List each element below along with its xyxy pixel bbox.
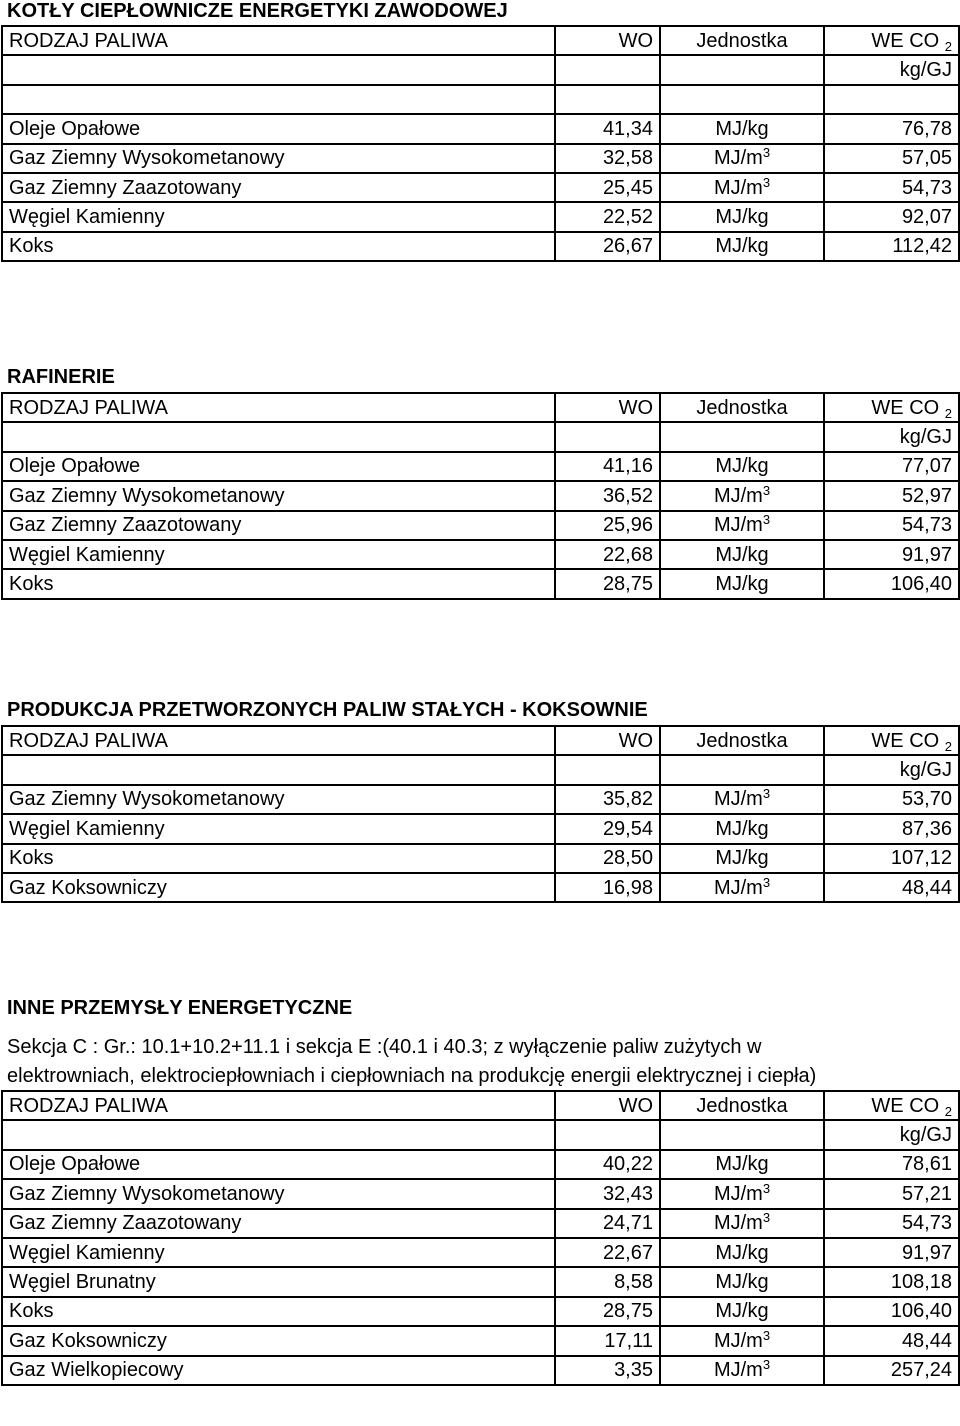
section-title-koksownie: PRODUKCJA PRZETWORZONYCH PALIW STAŁYCH - KOKSOWNIE [7, 699, 648, 721]
table-row [2, 1356, 959, 1385]
table-row [2, 1209, 959, 1238]
we-value: 48,44 [824, 1326, 959, 1355]
fuel-name: Gaz Ziemny Wysokometanowy [2, 785, 555, 814]
unit-base: MJ/kg [715, 117, 769, 140]
fuel-name: Węgiel Kamienny [2, 814, 555, 843]
header-wo: WO [555, 1091, 660, 1120]
section-note-line2: elektrowniach, elektrociepłowniach i ciepłowniach na produkcję energii elektrycznej i ciepła) [7, 1065, 817, 1087]
header-we-unit: kg/GJ [824, 755, 959, 784]
table-row [2, 540, 959, 569]
fuel-name: Koks [2, 232, 555, 261]
header-wo: WO [555, 26, 660, 55]
unit-base: MJ/m [713, 176, 763, 199]
wo-value: 17,11 [555, 1326, 660, 1355]
wo-value: 24,71 [555, 1209, 660, 1238]
unit-base: MJ/m [713, 147, 763, 170]
unit-base: MJ/kg [715, 206, 769, 229]
header-unit: Jednostka [660, 393, 824, 422]
unit-value [660, 202, 824, 231]
table-row [2, 569, 959, 598]
table-row [2, 1150, 959, 1179]
wo-value: 3,35 [555, 1356, 660, 1385]
unit-value [660, 1209, 824, 1238]
fuel-name: Koks [2, 569, 555, 598]
header-we-sub: 2 [944, 38, 952, 54]
header-we [824, 393, 959, 422]
header-wo: WO [555, 726, 660, 755]
header-we-sub: 2 [944, 1103, 952, 1119]
we-value: 52,97 [824, 481, 959, 510]
unit-value [660, 114, 824, 143]
table-row [2, 114, 959, 143]
header-we-sub: 2 [944, 738, 952, 754]
we-value: 77,07 [824, 452, 959, 481]
unit-sup: 3 [762, 482, 771, 498]
wo-value: 32,43 [555, 1179, 660, 1208]
table-row [2, 814, 959, 843]
unit-base: MJ/kg [715, 1241, 769, 1264]
unit-value [660, 173, 824, 202]
fuel-name: Oleje Opałowe [2, 452, 555, 481]
unit-sup: 3 [762, 1180, 771, 1196]
section-title-rafinerie: RAFINERIE [7, 366, 115, 388]
we-value: 54,73 [824, 511, 959, 540]
table-row [2, 144, 959, 173]
header-wo: WO [555, 393, 660, 422]
we-value: 106,40 [824, 1297, 959, 1326]
unit-base: MJ/kg [715, 235, 769, 258]
wo-value: 26,67 [555, 232, 660, 261]
fuel-table-koksownie [1, 725, 960, 903]
header-we [824, 1091, 959, 1120]
we-value: 48,44 [824, 873, 959, 902]
table-row [2, 1238, 959, 1267]
table-row [2, 1297, 959, 1326]
header-we-base: WE CO [871, 29, 940, 52]
wo-value: 36,52 [555, 481, 660, 510]
unit-value [660, 1267, 824, 1296]
unit-sup: 3 [762, 512, 771, 528]
fuel-name: Koks [2, 844, 555, 873]
header-unit: Jednostka [660, 1091, 824, 1120]
unit-value [660, 144, 824, 173]
fuel-name: Gaz Ziemny Wysokometanowy [2, 481, 555, 510]
header-fuel: RODZAJ PALIWA [2, 26, 555, 55]
fuel-table-kotly [1, 25, 960, 262]
unit-value [660, 569, 824, 598]
table-header-row [2, 1091, 959, 1120]
fuel-name: Oleje Opałowe [2, 1150, 555, 1179]
unit-base: MJ/kg [715, 573, 769, 596]
section-note-line1: Sekcja C : Gr.: 10.1+10.2+11.1 i sekcja E :(40.1 i 40.3; z wyłączenie paliw zużytych w [7, 1036, 762, 1058]
wo-value: 35,82 [555, 785, 660, 814]
we-value: 91,97 [824, 1238, 959, 1267]
unit-base: MJ/m [713, 1212, 763, 1235]
unit-value [660, 1179, 824, 1208]
wo-value: 28,75 [555, 569, 660, 598]
unit-sup: 3 [762, 1327, 771, 1343]
unit-value [660, 873, 824, 902]
table-row [2, 481, 959, 510]
unit-value [660, 844, 824, 873]
unit-value [660, 540, 824, 569]
unit-value [660, 1238, 824, 1267]
table-row [2, 452, 959, 481]
unit-base: MJ/kg [715, 1153, 769, 1176]
fuel-name: Gaz Koksowniczy [2, 873, 555, 902]
fuel-name: Gaz Ziemny Wysokometanowy [2, 1179, 555, 1208]
wo-value: 29,54 [555, 814, 660, 843]
fuel-name: Gaz Ziemny Wysokometanowy [2, 144, 555, 173]
wo-value: 28,75 [555, 1297, 660, 1326]
wo-value: 25,45 [555, 173, 660, 202]
header-we-unit: kg/GJ [824, 55, 959, 84]
header-unit: Jednostka [660, 26, 824, 55]
we-value: 57,05 [824, 144, 959, 173]
header-unit: Jednostka [660, 726, 824, 755]
section-title-kotly: KOTŁY CIEPŁOWNICZE ENERGETYKI ZAWODOWEJ [7, 0, 508, 22]
header-we-unit: kg/GJ [824, 422, 959, 451]
unit-sup: 3 [762, 786, 771, 802]
unit-base: MJ/kg [715, 455, 769, 478]
table-row [2, 873, 959, 902]
table-header-unit-row [2, 755, 959, 784]
fuel-name: Oleje Opałowe [2, 114, 555, 143]
unit-base: MJ/kg [715, 817, 769, 840]
wo-value: 22,67 [555, 1238, 660, 1267]
header-we-unit: kg/GJ [824, 1120, 959, 1149]
wo-value: 22,52 [555, 202, 660, 231]
unit-base: MJ/kg [715, 543, 769, 566]
unit-value [660, 1326, 824, 1355]
unit-base: MJ/m [713, 1329, 763, 1352]
table-header-row [2, 726, 959, 755]
unit-base: MJ/kg [715, 1271, 769, 1294]
unit-base: MJ/kg [715, 1300, 769, 1323]
unit-base: MJ/kg [715, 847, 769, 870]
fuel-name: Gaz Ziemny Zaazotowany [2, 173, 555, 202]
unit-base: MJ/m [713, 876, 763, 899]
unit-sup: 3 [762, 874, 771, 890]
table-row [2, 1326, 959, 1355]
wo-value: 28,50 [555, 844, 660, 873]
fuel-name: Węgiel Kamienny [2, 540, 555, 569]
table-row [2, 511, 959, 540]
header-fuel: RODZAJ PALIWA [2, 393, 555, 422]
unit-base: MJ/m [713, 484, 763, 507]
section-title-inne: INNE PRZEMYSŁY ENERGETYCZNE [7, 997, 353, 1019]
header-fuel: RODZAJ PALIWA [2, 726, 555, 755]
fuel-name: Koks [2, 1297, 555, 1326]
table-header-row [2, 26, 959, 55]
table-row [2, 1179, 959, 1208]
we-value: 108,18 [824, 1267, 959, 1296]
we-value: 257,24 [824, 1356, 959, 1385]
we-value: 87,36 [824, 814, 959, 843]
fuel-table-rafinerie [1, 392, 960, 600]
we-value: 54,73 [824, 173, 959, 202]
table-row [2, 844, 959, 873]
unit-value [660, 1297, 824, 1326]
we-value: 112,42 [824, 232, 959, 261]
header-we-base: WE CO [871, 1094, 940, 1117]
header-we [824, 726, 959, 755]
we-value: 54,73 [824, 1209, 959, 1238]
unit-base: MJ/m [713, 514, 763, 537]
fuel-name: Gaz Wielkopiecowy [2, 1356, 555, 1385]
wo-value: 40,22 [555, 1150, 660, 1179]
unit-value [660, 511, 824, 540]
unit-value [660, 232, 824, 261]
wo-value: 8,58 [555, 1267, 660, 1296]
fuel-name: Węgiel Kamienny [2, 1238, 555, 1267]
unit-sup: 3 [762, 1357, 771, 1373]
table-row [2, 785, 959, 814]
table-row [2, 1267, 959, 1296]
wo-value: 41,34 [555, 114, 660, 143]
wo-value: 25,96 [555, 511, 660, 540]
unit-sup: 3 [762, 1210, 771, 1226]
table-row [2, 173, 959, 202]
we-value: 91,97 [824, 540, 959, 569]
unit-value [660, 1356, 824, 1385]
unit-base: MJ/m [713, 1359, 763, 1382]
unit-sup: 3 [762, 174, 771, 190]
we-value: 107,12 [824, 844, 959, 873]
header-we-base: WE CO [871, 396, 940, 419]
table-header-unit-row [2, 55, 959, 84]
we-value: 78,61 [824, 1150, 959, 1179]
header-we [824, 26, 959, 55]
we-value: 76,78 [824, 114, 959, 143]
unit-base: MJ/m [713, 1182, 763, 1205]
we-value: 92,07 [824, 202, 959, 231]
fuel-name: Gaz Koksowniczy [2, 1326, 555, 1355]
unit-value [660, 1150, 824, 1179]
unit-value [660, 814, 824, 843]
fuel-name: Węgiel Brunatny [2, 1267, 555, 1296]
table-header-unit-row [2, 1120, 959, 1149]
unit-base: MJ/m [713, 788, 763, 811]
fuel-name: Gaz Ziemny Zaazotowany [2, 1209, 555, 1238]
header-we-sub: 2 [944, 405, 952, 421]
fuel-name: Gaz Ziemny Zaazotowany [2, 511, 555, 540]
table-header-unit-row [2, 422, 959, 451]
header-fuel: RODZAJ PALIWA [2, 1091, 555, 1120]
table-spacer-row [2, 85, 959, 114]
wo-value: 16,98 [555, 873, 660, 902]
wo-value: 22,68 [555, 540, 660, 569]
unit-value [660, 452, 824, 481]
unit-value [660, 785, 824, 814]
unit-sup: 3 [762, 145, 771, 161]
unit-value [660, 481, 824, 510]
table-row [2, 202, 959, 231]
header-we-base: WE CO [871, 729, 940, 752]
fuel-name: Węgiel Kamienny [2, 202, 555, 231]
we-value: 53,70 [824, 785, 959, 814]
we-value: 57,21 [824, 1179, 959, 1208]
wo-value: 41,16 [555, 452, 660, 481]
table-header-row [2, 393, 959, 422]
fuel-table-inne [1, 1090, 960, 1386]
table-row [2, 232, 959, 261]
wo-value: 32,58 [555, 144, 660, 173]
we-value: 106,40 [824, 569, 959, 598]
